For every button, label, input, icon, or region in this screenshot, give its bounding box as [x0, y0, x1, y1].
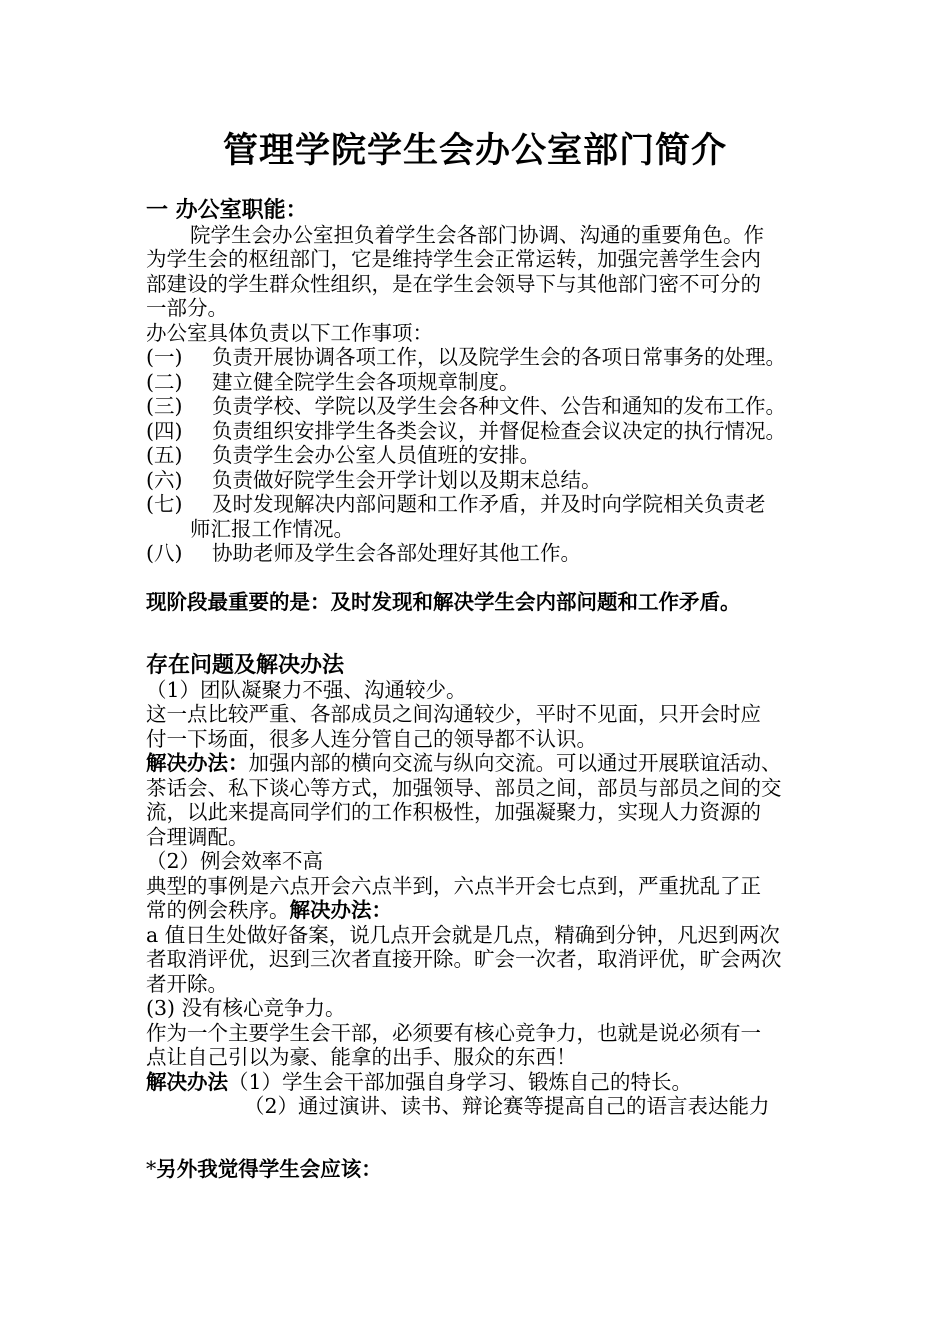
spacer: [146, 566, 826, 591]
list-item-number: (六): [146, 467, 183, 492]
problem-1-desc: 这一点比较严重、各部成员之间沟通较少，平时不见面，只开会时应: [146, 702, 761, 726]
intro-line: 院学生会办公室担负着学生会各部门协调、沟通的重要角色。作: [190, 222, 764, 247]
list-item: [146, 541, 826, 566]
problem-1-title: （1）团队凝聚力不强、沟通较少。: [146, 677, 467, 702]
problem-2-solution: 者取消评优，迟到三次者直接开除。旷会一次者，取消评优，旷会两次: [146, 947, 782, 971]
list-item-number: (四): [146, 418, 183, 443]
problem-3-title: (3) 没有核心竞争力。: [146, 996, 346, 1020]
list-item-number: (七): [146, 492, 183, 516]
list-item: [146, 443, 826, 468]
list-item-number: (一): [146, 345, 183, 369]
list-item-continuation: 师汇报工作情况。: [190, 516, 354, 541]
list-item-number: (八): [146, 541, 183, 565]
list-item-text: 及时发现解决内部问题和工作矛盾，并及时向学院相关负责老: [212, 492, 766, 516]
duties-list: [146, 345, 826, 566]
section-heading-problems: 存在问题及解决办法: [146, 652, 345, 678]
problem-2-desc-text: 常的例会秩序。: [146, 898, 290, 922]
problem-2-solution: a 值日生处做好备案，说几点开会就是几点，精确到分钟，凡迟到两次: [146, 922, 780, 947]
list-item: [146, 492, 826, 517]
intro-line: 为学生会的枢纽部门，它是维持学生会正常运转，加强完善学生会内: [146, 247, 761, 271]
spacer: [146, 639, 826, 653]
list-item: [146, 370, 826, 395]
asterisk: *: [146, 1157, 157, 1181]
closing-line: [146, 1157, 826, 1182]
section-heading-functions: 一 办公室职能：: [146, 197, 308, 223]
solution-text: （1）学生会干部加强自身学习、锻炼自己的特长。: [228, 1069, 693, 1094]
list-item-text: 协助老师及学生会各部处理好其他工作。: [212, 541, 581, 565]
intro-paragraph: [146, 223, 826, 321]
solution-label: 解决办法：: [146, 751, 249, 775]
list-item: [146, 394, 826, 419]
list-item-number: (三): [146, 394, 183, 418]
list-item-text: 负责学校、学院以及学生会各种文件、公告和通知的发布工作。: [212, 394, 786, 418]
list-item: [146, 419, 826, 444]
list-item-number: (二): [146, 369, 183, 394]
closing-text: 另外我觉得学生会应该：: [156, 1157, 382, 1181]
problem-2-desc: 典型的事例是六点开会六点半到，六点半开会七点到，严重扰乱了正: [146, 873, 761, 898]
spacer: [146, 1143, 826, 1157]
duties-intro: 办公室具体负责以下工作事项：: [146, 320, 433, 345]
problem-1-solution: [146, 751, 826, 776]
list-item-text: 负责组织安排学生各类会议，并督促检查会议决定的执行情况。: [212, 418, 786, 443]
problem-1-solution: 流，以此来提高同学们的工作积极性，加强凝聚力，实现人力资源的: [146, 800, 761, 824]
problem-2-solution: 者开除。: [146, 971, 228, 996]
list-item: [146, 468, 826, 493]
problem-2-desc: [146, 898, 826, 923]
problem-1-solution: 茶话会、私下谈心等方式，加强领导、部员之间，部员与部员之间的交: [146, 775, 782, 800]
problem-3-solution: [146, 1070, 826, 1095]
solution-label: 解决办法：: [289, 898, 392, 922]
list-item: [146, 345, 826, 370]
key-point: 现阶段最重要的是：及时发现和解决学生会内部问题和工作矛盾。: [146, 590, 741, 614]
solution-text: 加强内部的横向交流与纵向交流。可以通过开展联谊活动、: [248, 751, 782, 775]
list-item-text: 负责开展协调各项工作，以及院学生会的各项日常事务的处理。: [212, 345, 786, 369]
list-item-text: 负责做好院学生会开学计划以及期末总结。: [212, 467, 602, 492]
problem-3-desc: 作为一个主要学生会干部，必须要有核心竞争力，也就是说必须有一: [146, 1020, 761, 1045]
problem-1-desc: 付一下场面，很多人连分管自己的领导都不认识。: [146, 726, 597, 751]
problem-2-title: （2）例会效率不高: [146, 849, 324, 873]
document-body: [146, 198, 826, 1182]
list-item-text: 负责学生会办公室人员值班的安排。: [212, 443, 540, 467]
list-item-number: (五): [146, 443, 183, 467]
intro-line: 部建设的学生群众性组织，是在学生会领导下与其他部门密不可分的: [146, 271, 761, 296]
list-item-text: 建立健全院学生会各项规章制度。: [212, 369, 520, 394]
spacer: [146, 1119, 826, 1144]
problem-1-solution: 合理调配。: [146, 824, 249, 849]
problem-3-desc: 点让自己引以为豪、能拿的出手、服众的东西！: [146, 1045, 577, 1069]
solution-label: 解决办法: [146, 1069, 228, 1094]
spacer: [146, 615, 826, 640]
intro-line: 一部分。: [146, 296, 228, 320]
problem-3-solution: （2）通过演讲、读书、辩论赛等提高自己的语言表达能力: [244, 1094, 770, 1118]
document-title: 管理学院学生会办公室部门简介: [222, 130, 727, 171]
